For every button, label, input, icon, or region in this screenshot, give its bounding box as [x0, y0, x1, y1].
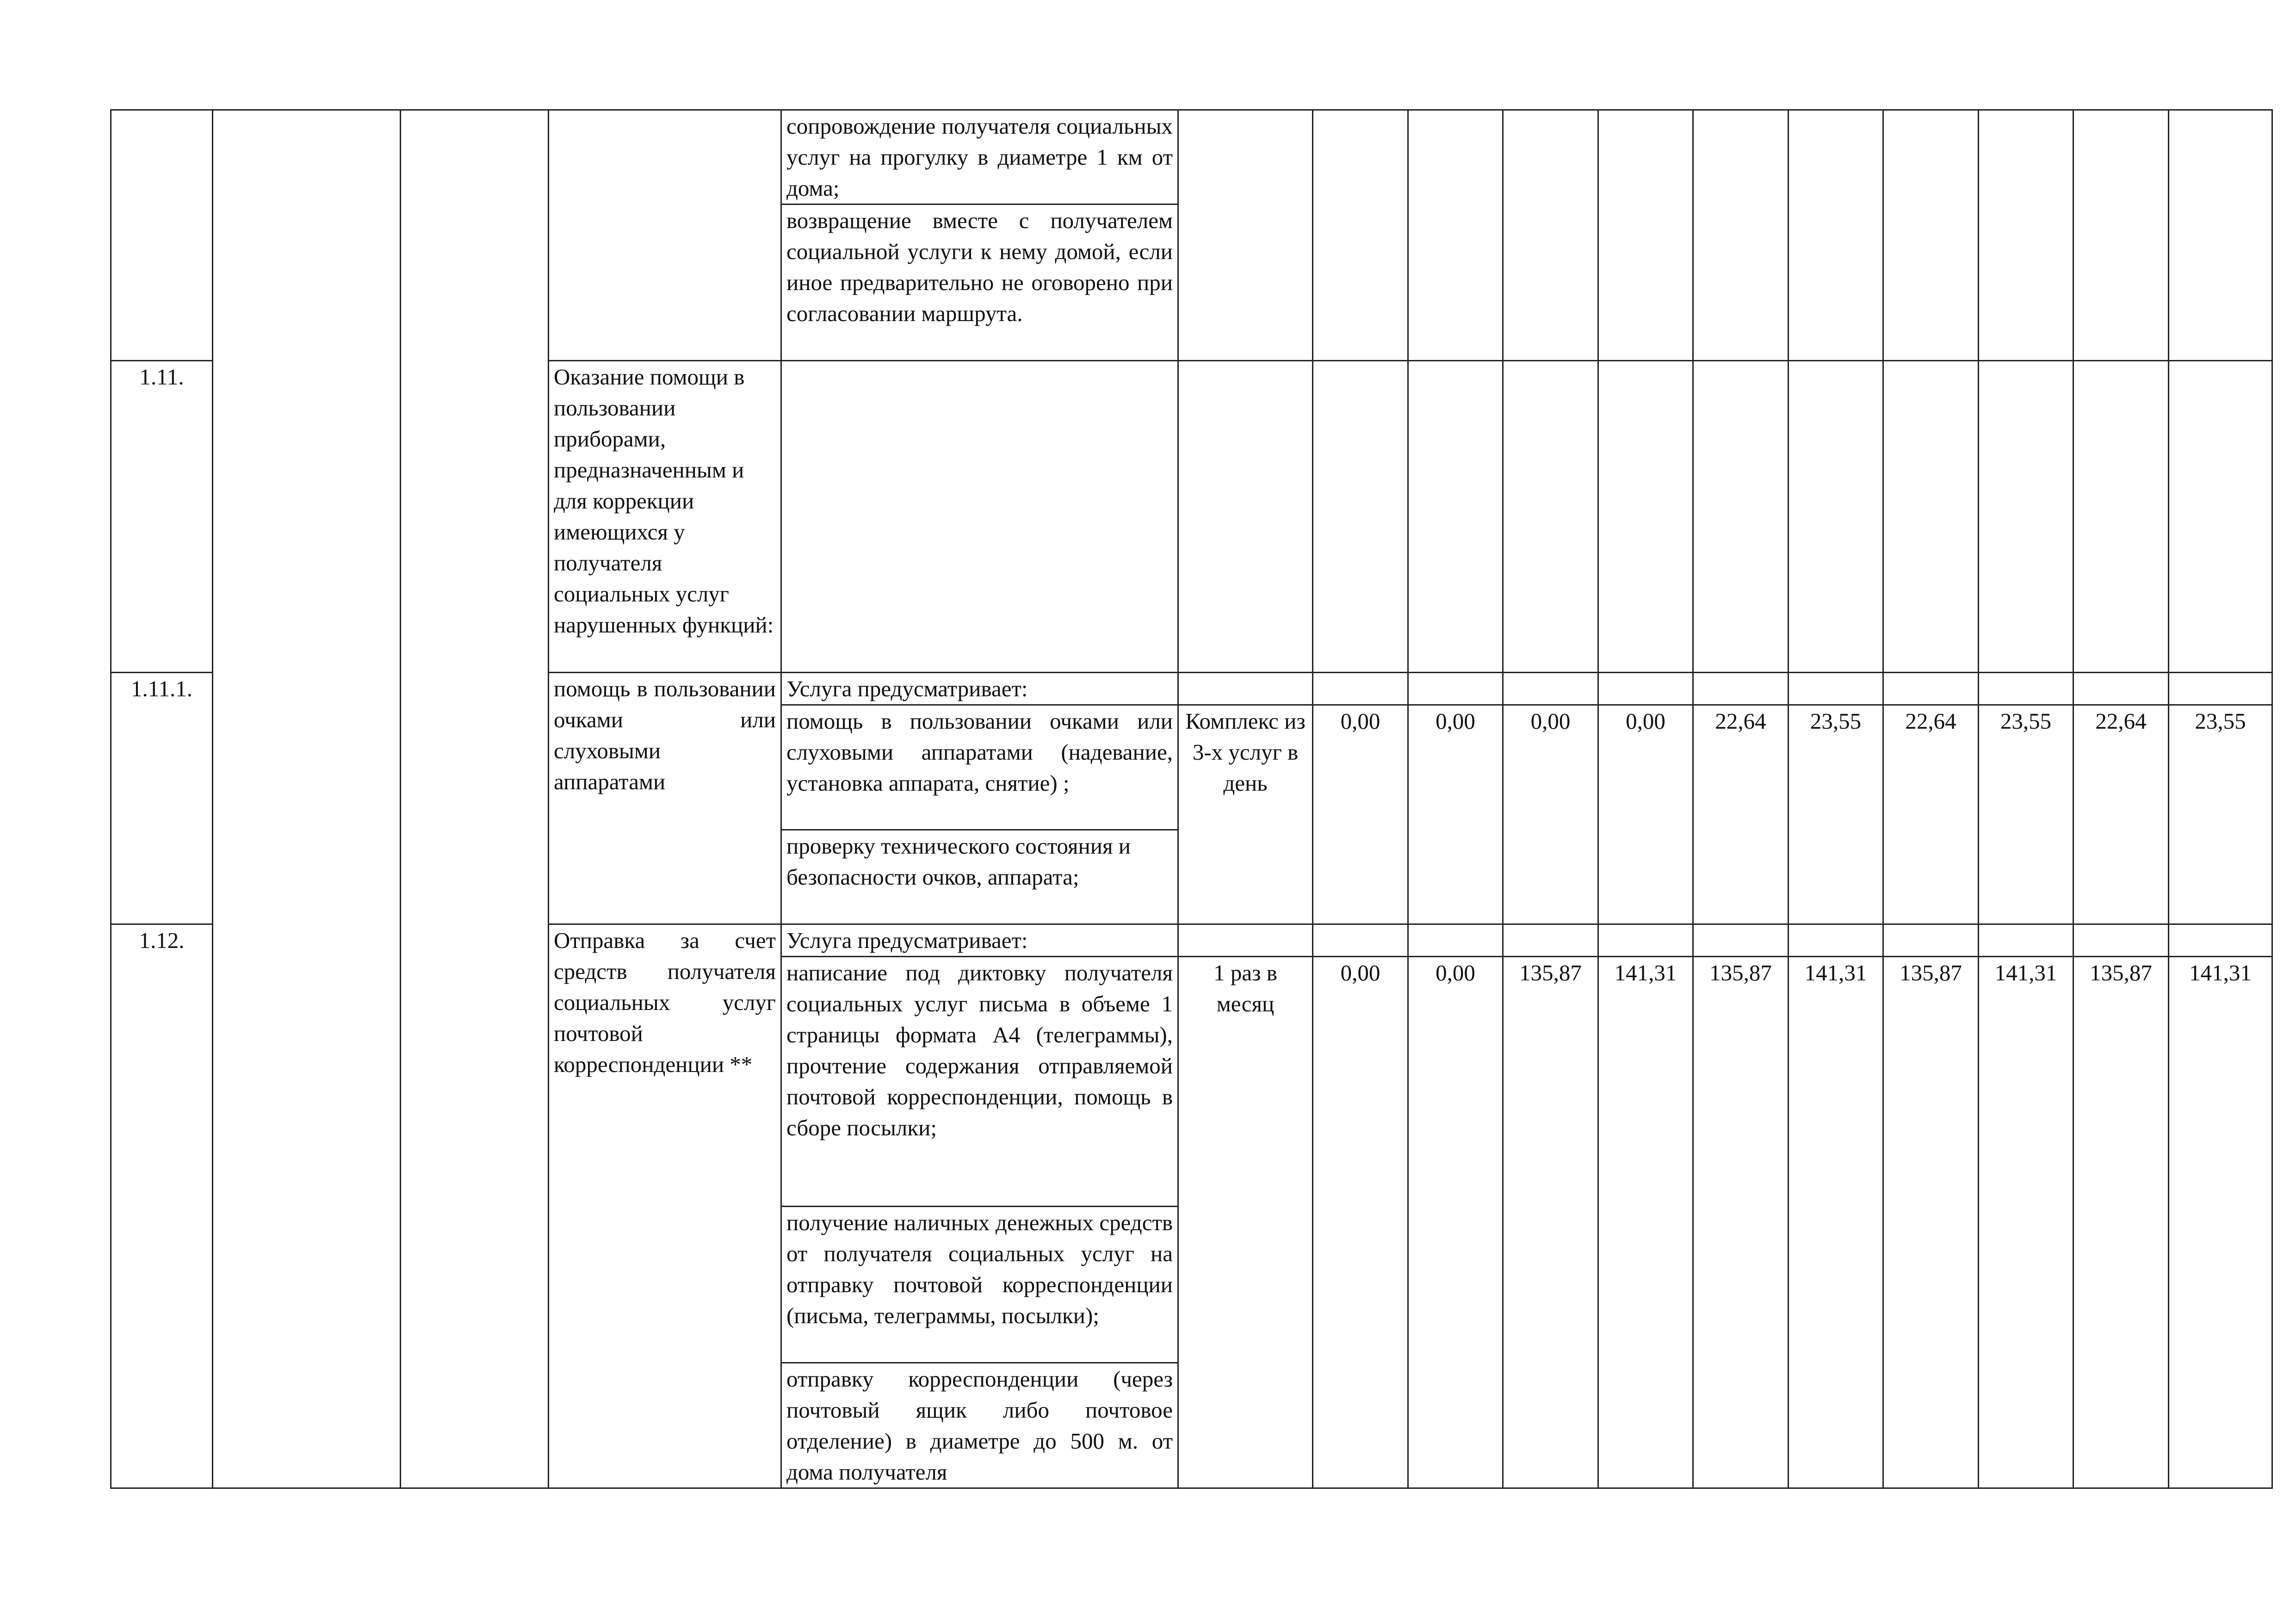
value-cell [1693, 361, 1789, 673]
value-cell: 23,55 [2169, 705, 2272, 924]
row-number-cell [111, 110, 213, 361]
unit-cell [1178, 361, 1313, 673]
value-cell [2169, 924, 2272, 957]
service-name-cell: Отправка за счет средств получателя социальных услуг почтовой корреспонденции ** [549, 924, 781, 1488]
value-cell [1598, 361, 1693, 673]
value-cell [1883, 924, 1979, 957]
value-cell [1789, 673, 1883, 705]
value-cell: 141,31 [1979, 957, 2073, 1488]
value-cell: 135,87 [1503, 957, 1598, 1488]
value-cell: 0,00 [1313, 705, 1408, 924]
value-cell [1789, 110, 1883, 361]
value-cell [1693, 110, 1789, 361]
value-cell: 0,00 [1503, 705, 1598, 924]
services-tariff-table [110, 109, 2273, 1489]
service-name-cell: Оказание помощи в пользовании приборами, предназначенным и для коррекции имеющихся у получателя социальных услуг нарушенных функций: [549, 361, 781, 673]
value-cell [1408, 924, 1503, 957]
value-cell: 141,31 [1598, 957, 1693, 1488]
value-cell [1979, 673, 2073, 705]
service-name-cell [549, 110, 781, 361]
value-cell [1789, 361, 1883, 673]
value-cell [1503, 924, 1598, 957]
service-name-cell: помощь в пользовании очками или слуховыми аппаратами [549, 673, 781, 924]
value-cell [1979, 361, 2073, 673]
value-cell [1693, 673, 1789, 705]
value-cell [1313, 110, 1408, 361]
value-cell [1979, 110, 2073, 361]
service-content-item: получение наличных денежных средств от получателя социальных услуг на отправку почтовой корреспонденции (письма, телеграммы, посылки); [781, 1207, 1178, 1363]
service-content-item: написание под диктовку получателя социальных услуг письма в объеме 1 страницы формата А4 (телеграммы), прочтение содержания отправляемой почтовой корреспонденции, помощь в сборе посылки; [781, 957, 1178, 1207]
value-cell [1883, 110, 1979, 361]
value-cell [1693, 924, 1789, 957]
value-cell [2073, 110, 2169, 361]
value-cell [1883, 361, 1979, 673]
value-cell [1883, 673, 1979, 705]
service-content-item: отправку корреспонденции (через почтовый ящик либо почтовое отделение) в диаметре до 500 м. от дома получателя [781, 1363, 1178, 1488]
value-cell [1313, 673, 1408, 705]
value-cell: 141,31 [2169, 957, 2272, 1488]
service-content-cell [781, 361, 1178, 673]
value-cell: 0,00 [1313, 957, 1408, 1488]
value-cell [2073, 361, 2169, 673]
value-cell: 141,31 [1789, 957, 1883, 1488]
value-cell: 22,64 [1693, 705, 1789, 924]
service-content-header: Услуга предусматривает: [781, 673, 1178, 705]
value-cell [2169, 361, 2272, 673]
value-cell: 23,55 [1979, 705, 2073, 924]
value-cell [1503, 361, 1598, 673]
value-cell: 23,55 [1789, 705, 1883, 924]
value-cell [1408, 361, 1503, 673]
row-number-cell: 1.12. [111, 924, 213, 1488]
unit-cell: Комплекс из 3-х услуг в день [1178, 705, 1313, 924]
value-cell [2073, 673, 2169, 705]
unit-cell [1178, 110, 1313, 361]
value-cell [1408, 110, 1503, 361]
value-cell [2073, 924, 2169, 957]
value-cell [1598, 924, 1693, 957]
value-cell [1313, 924, 1408, 957]
value-cell: 135,87 [1883, 957, 1979, 1488]
value-cell [2169, 110, 2272, 361]
value-cell [1789, 924, 1883, 957]
service-content-header: Услуга предусматривает: [781, 924, 1178, 957]
value-cell: 0,00 [1408, 705, 1503, 924]
value-cell [1598, 673, 1693, 705]
unit-cell [1178, 924, 1313, 957]
service-content-item: сопровождение получателя социальных услуг на прогулку в диаметре 1 км от дома; [781, 110, 1178, 204]
service-content-item: помощь в пользовании очками или слуховыми аппаратами (надевание, установка аппарата, снятие) ; [781, 705, 1178, 830]
empty-column-2 [213, 110, 401, 1488]
value-cell: 0,00 [1408, 957, 1503, 1488]
value-cell [2169, 673, 2272, 705]
empty-column-3 [401, 110, 549, 1488]
value-cell: 135,87 [1693, 957, 1789, 1488]
value-cell: 135,87 [2073, 957, 2169, 1488]
value-cell [1313, 361, 1408, 673]
value-cell [1598, 110, 1693, 361]
value-cell: 0,00 [1598, 705, 1693, 924]
value-cell [1503, 110, 1598, 361]
value-cell [1503, 673, 1598, 705]
value-cell [1408, 673, 1503, 705]
value-cell [1979, 924, 2073, 957]
service-content-item: проверку технического состояния и безопасности очков, аппарата; [781, 830, 1178, 924]
value-cell: 22,64 [2073, 705, 2169, 924]
service-content-item: возвращение вместе с получателем социальной услуги к нему домой, если иное предварительно не оговорено при согласовании маршрута. [781, 204, 1178, 361]
row-number-cell: 1.11.1. [111, 673, 213, 924]
value-cell: 22,64 [1883, 705, 1979, 924]
row-number-cell: 1.11. [111, 361, 213, 673]
unit-cell [1178, 673, 1313, 705]
unit-cell: 1 раз в месяц [1178, 957, 1313, 1488]
